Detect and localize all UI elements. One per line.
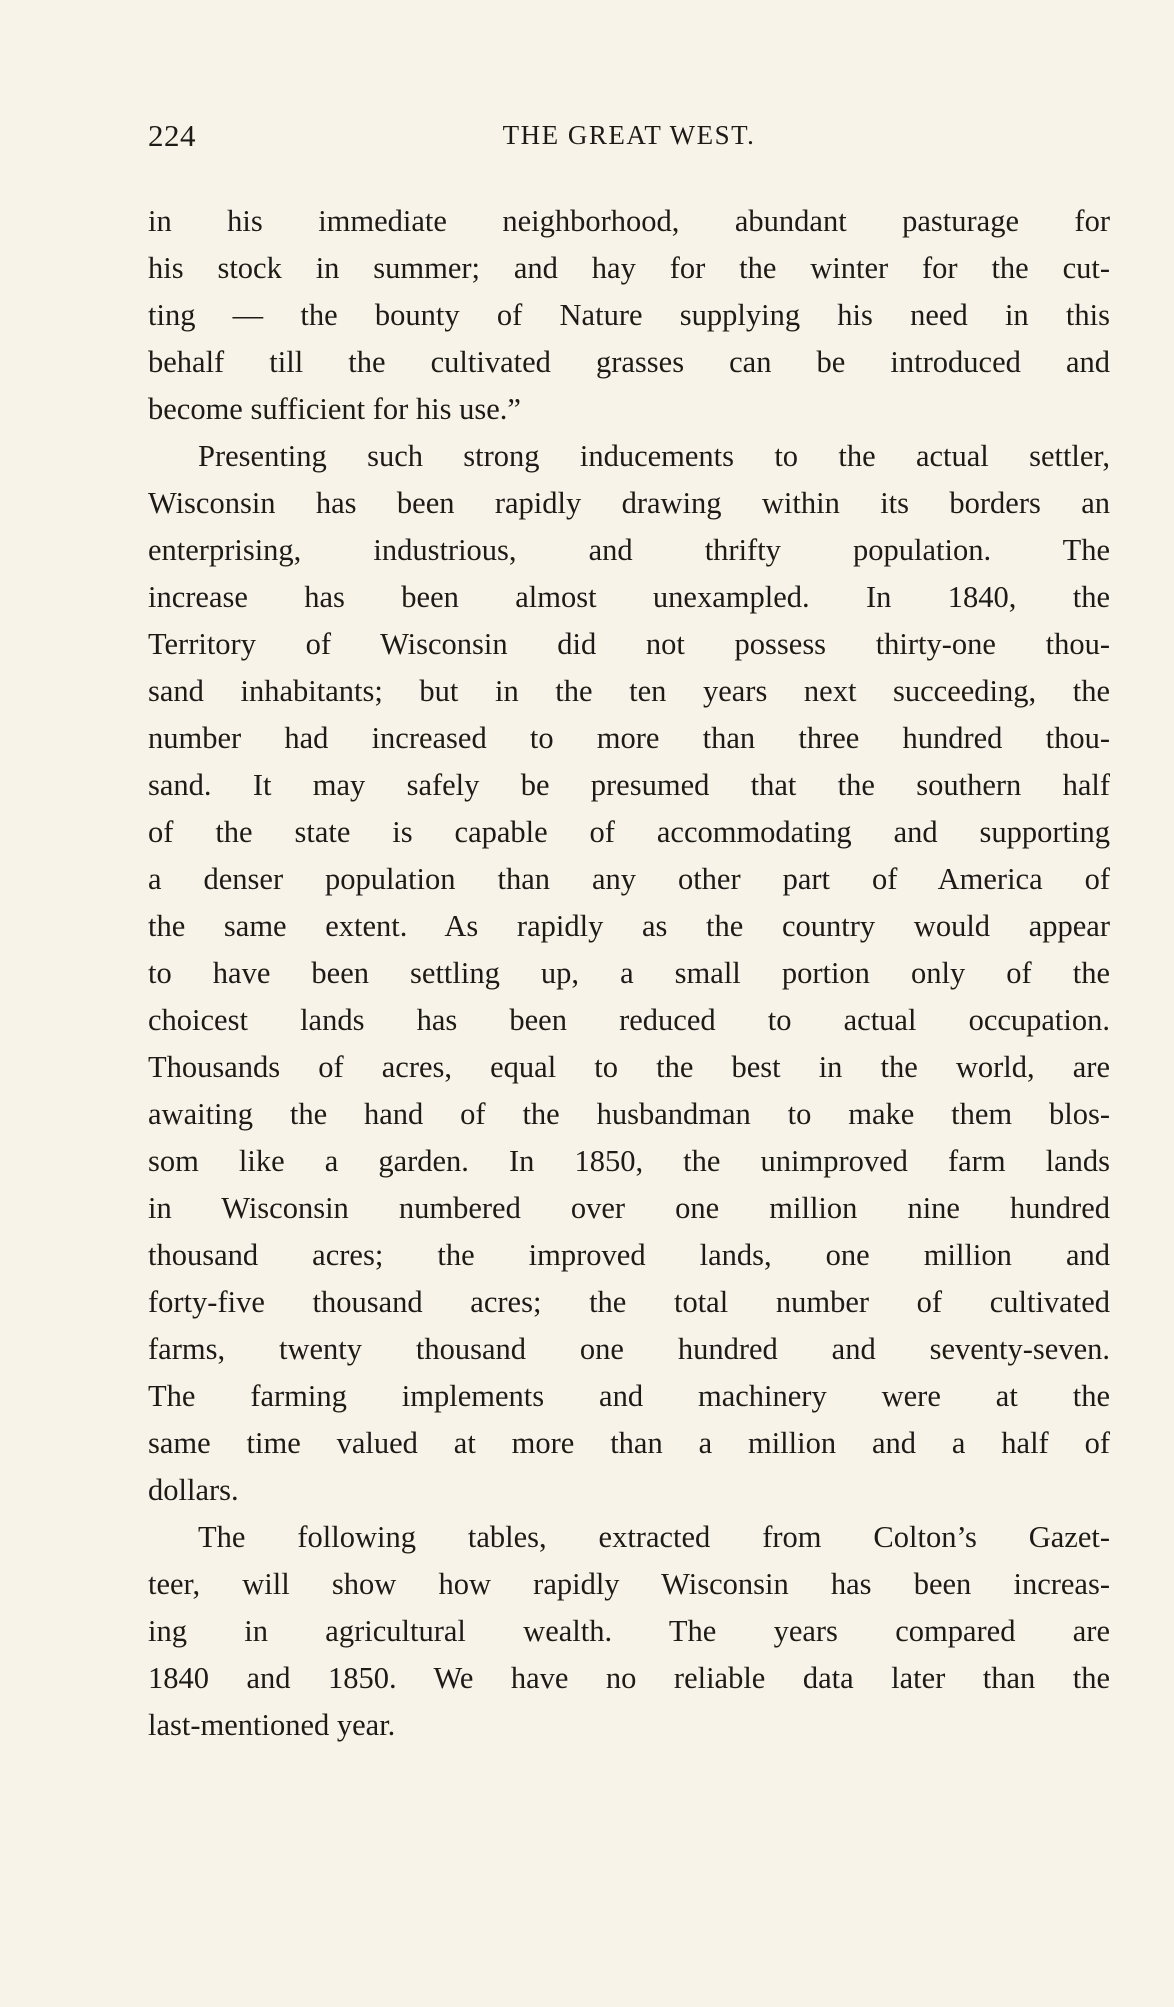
text-line: sand. It may safely be presumed that the southern half (148, 768, 1110, 802)
text-line: som like a garden. In 1850, the unimproved farm lands (148, 1144, 1110, 1178)
text-line: ing in agricultural wealth. The years compared are (148, 1614, 1110, 1648)
text-line: Thousands of acres, equal to the best in the world, are (148, 1050, 1110, 1084)
text-line: in his immediate neighborhood, abundant pasturage for (148, 204, 1110, 238)
text-line: a denser population than any other part of America of (148, 862, 1110, 896)
text-line: farms, twenty thousand one hundred and seventy-seven. (148, 1332, 1110, 1366)
text-line: become sufficient for his use.” (148, 392, 521, 426)
text-line: ting — the bounty of Nature supplying his need in this (148, 298, 1110, 332)
text-line: last-mentioned year. (148, 1708, 396, 1742)
text-line: enterprising, industrious, and thrifty population. The (148, 533, 1110, 567)
text-line: The following tables, extracted from Colton’s Gazet- (198, 1520, 1110, 1554)
page-number: 224 (148, 118, 196, 153)
text-line: Wisconsin has been rapidly drawing within its borders an (148, 486, 1110, 520)
text-line: dollars. (148, 1473, 239, 1507)
text-line: forty-five thousand acres; the total number of cultivated (148, 1285, 1110, 1319)
text-line: thousand acres; the improved lands, one million and (148, 1238, 1110, 1272)
text-line: behalf till the cultivated grasses can be introduced and (148, 345, 1110, 379)
text-line: sand inhabitants; but in the ten years next succeeding, the (148, 674, 1110, 708)
text-line: increase has been almost unexampled. In 1840, the (148, 580, 1110, 614)
body-text (148, 198, 1110, 1749)
text-line: choicest lands has been reduced to actual occupation. (148, 1003, 1110, 1037)
text-line: teer, will show how rapidly Wisconsin has been increas- (148, 1567, 1110, 1601)
text-line: same time valued at more than a million and a half of (148, 1426, 1110, 1460)
text-line: The farming implements and machinery were at the (148, 1379, 1110, 1413)
running-title: THE GREAT WEST. (502, 120, 756, 150)
text-line: Territory of Wisconsin did not possess thirty-one thou- (148, 627, 1110, 661)
text-line: the same extent. As rapidly as the country would appear (148, 909, 1110, 943)
text-line: to have been settling up, a small portion only of the (148, 956, 1110, 990)
text-line: awaiting the hand of the husbandman to make them blos- (148, 1097, 1110, 1131)
running-head (148, 118, 1110, 158)
text-line: number had increased to more than three hundred thou- (148, 721, 1110, 755)
text-line: 1840 and 1850. We have no reliable data later than the (148, 1661, 1110, 1695)
text-line: in Wisconsin numbered over one million nine hundred (148, 1191, 1110, 1225)
text-line: of the state is capable of accommodating and supporting (148, 815, 1110, 849)
text-line: his stock in summer; and hay for the winter for the cut- (148, 251, 1110, 285)
text-line: Presenting such strong inducements to the actual settler, (198, 439, 1110, 473)
